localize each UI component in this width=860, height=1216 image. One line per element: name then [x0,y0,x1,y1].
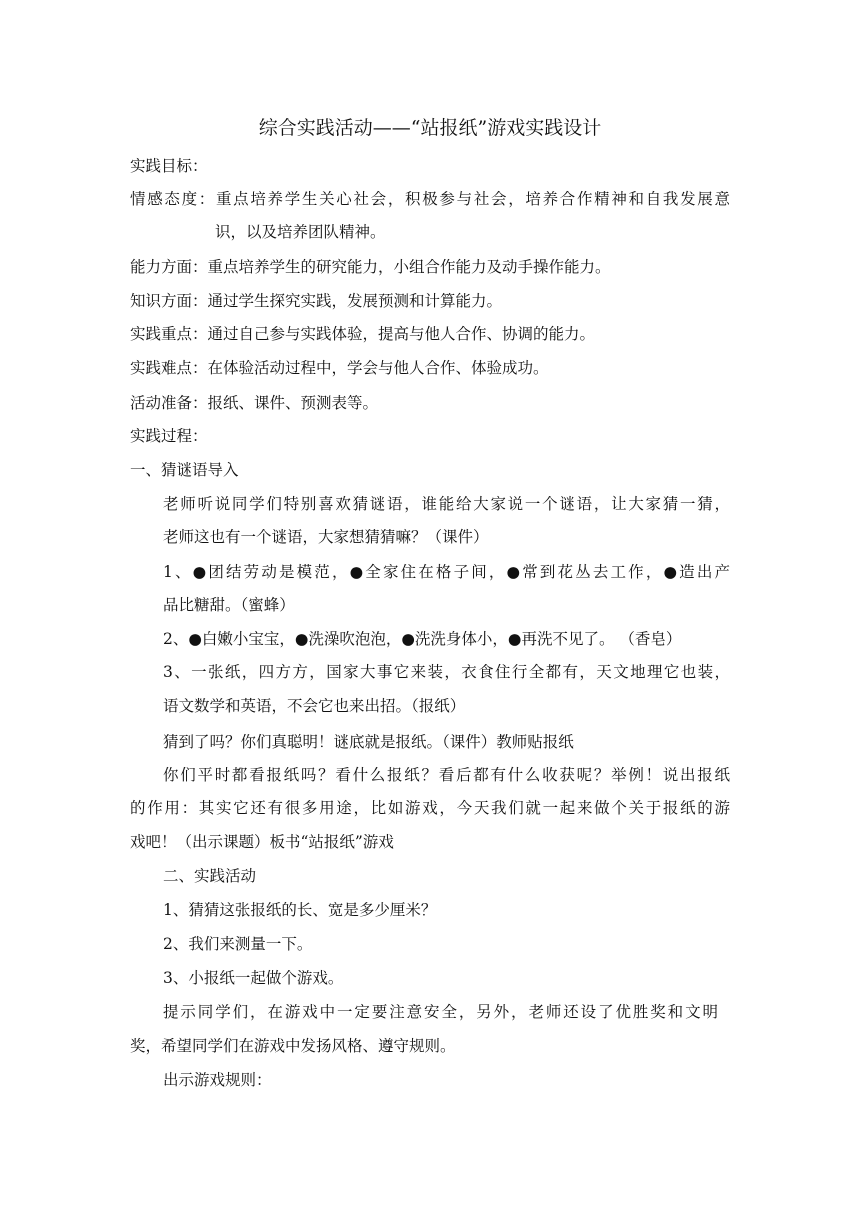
text-line: 1、猜猜这张报纸的长、宽是多少厘米？ [163,901,437,919]
section-heading: 一、猜谜语导入 [130,461,239,479]
text-line: 品比糖甜。（蜜蜂） [163,596,295,614]
text-line: 1、●团结劳动是模范，●全家住在格子间，●常到花丛去工作，●造出产 [163,563,730,581]
text-line: 识，以及培养团队精神。 [215,223,386,241]
text-line: 2、我们来测量一下。 [163,935,313,953]
text-line: 猜到了吗？你们真聪明！谜底就是报纸。（课件）教师贴报纸 [163,733,574,751]
text-line: 出示游戏规则： [163,1071,272,1089]
text-line: 实践难点：在体验活动过程中，学会与他人合作、体验成功。 [130,359,549,377]
text-line: 戏吧！（出示课题）板书“站报纸”游戏 [130,833,394,851]
text-line: 实践重点：通过自己参与实践体验，提高与他人合作、协调的能力。 [130,325,596,343]
document-title: 综合实践活动——“站报纸”游戏实践设计 [258,117,602,139]
text-line: 语文数学和英语，不会它也来出招。（报纸） [163,697,466,715]
text-line: 知识方面：通过学生探究实践，发展预测和计算能力。 [130,292,503,310]
text-line: 能力方面：重点培养学生的研究能力，小组合作能力及动手操作能力。 [130,258,611,276]
text-line: 活动准备：报纸、课件、预测表等。 [130,394,379,412]
text-line: 你们平时都看报纸吗？看什么报纸？看后都有什么收获呢？举例！说出报纸 [163,766,730,784]
section-heading: 二、实践活动 [163,867,257,885]
text-line: 实践目标： [130,157,208,175]
text-line: 奖，希望同学们在游戏中发扬风格、遵守规则。 [130,1037,456,1055]
text-line: 老师这也有一个谜语，大家想猜猜嘛？（课件） [163,528,489,546]
text-line: 3、一张纸，四方方，国家大事它来装，衣食住行全都有，天文地理它也装， [163,663,730,681]
text-line: 3、小报纸一起做个游戏。 [163,969,344,987]
text-line: 情感态度：重点培养学生关心社会，积极参与社会，培养合作精神和自我发展意 [130,190,730,208]
text-line: 的作用：其实它还有很多用途，比如游戏，今天我们就一起来做个关于报纸的游 [130,799,730,817]
text-line: 实践过程： [130,427,208,445]
text-line: 提示同学们，在游戏中一定要注意安全，另外，老师还设了优胜奖和文明 [163,1003,718,1021]
text-line: 老师听说同学们特别喜欢猜谜语，谁能给大家说一个谜语，让大家猜一猜， [163,495,730,513]
text-line: 2、●白嫩小宝宝，●洗澡吹泡泡，●洗洗身体小，●再洗不见了。 （香皂） [163,630,682,648]
